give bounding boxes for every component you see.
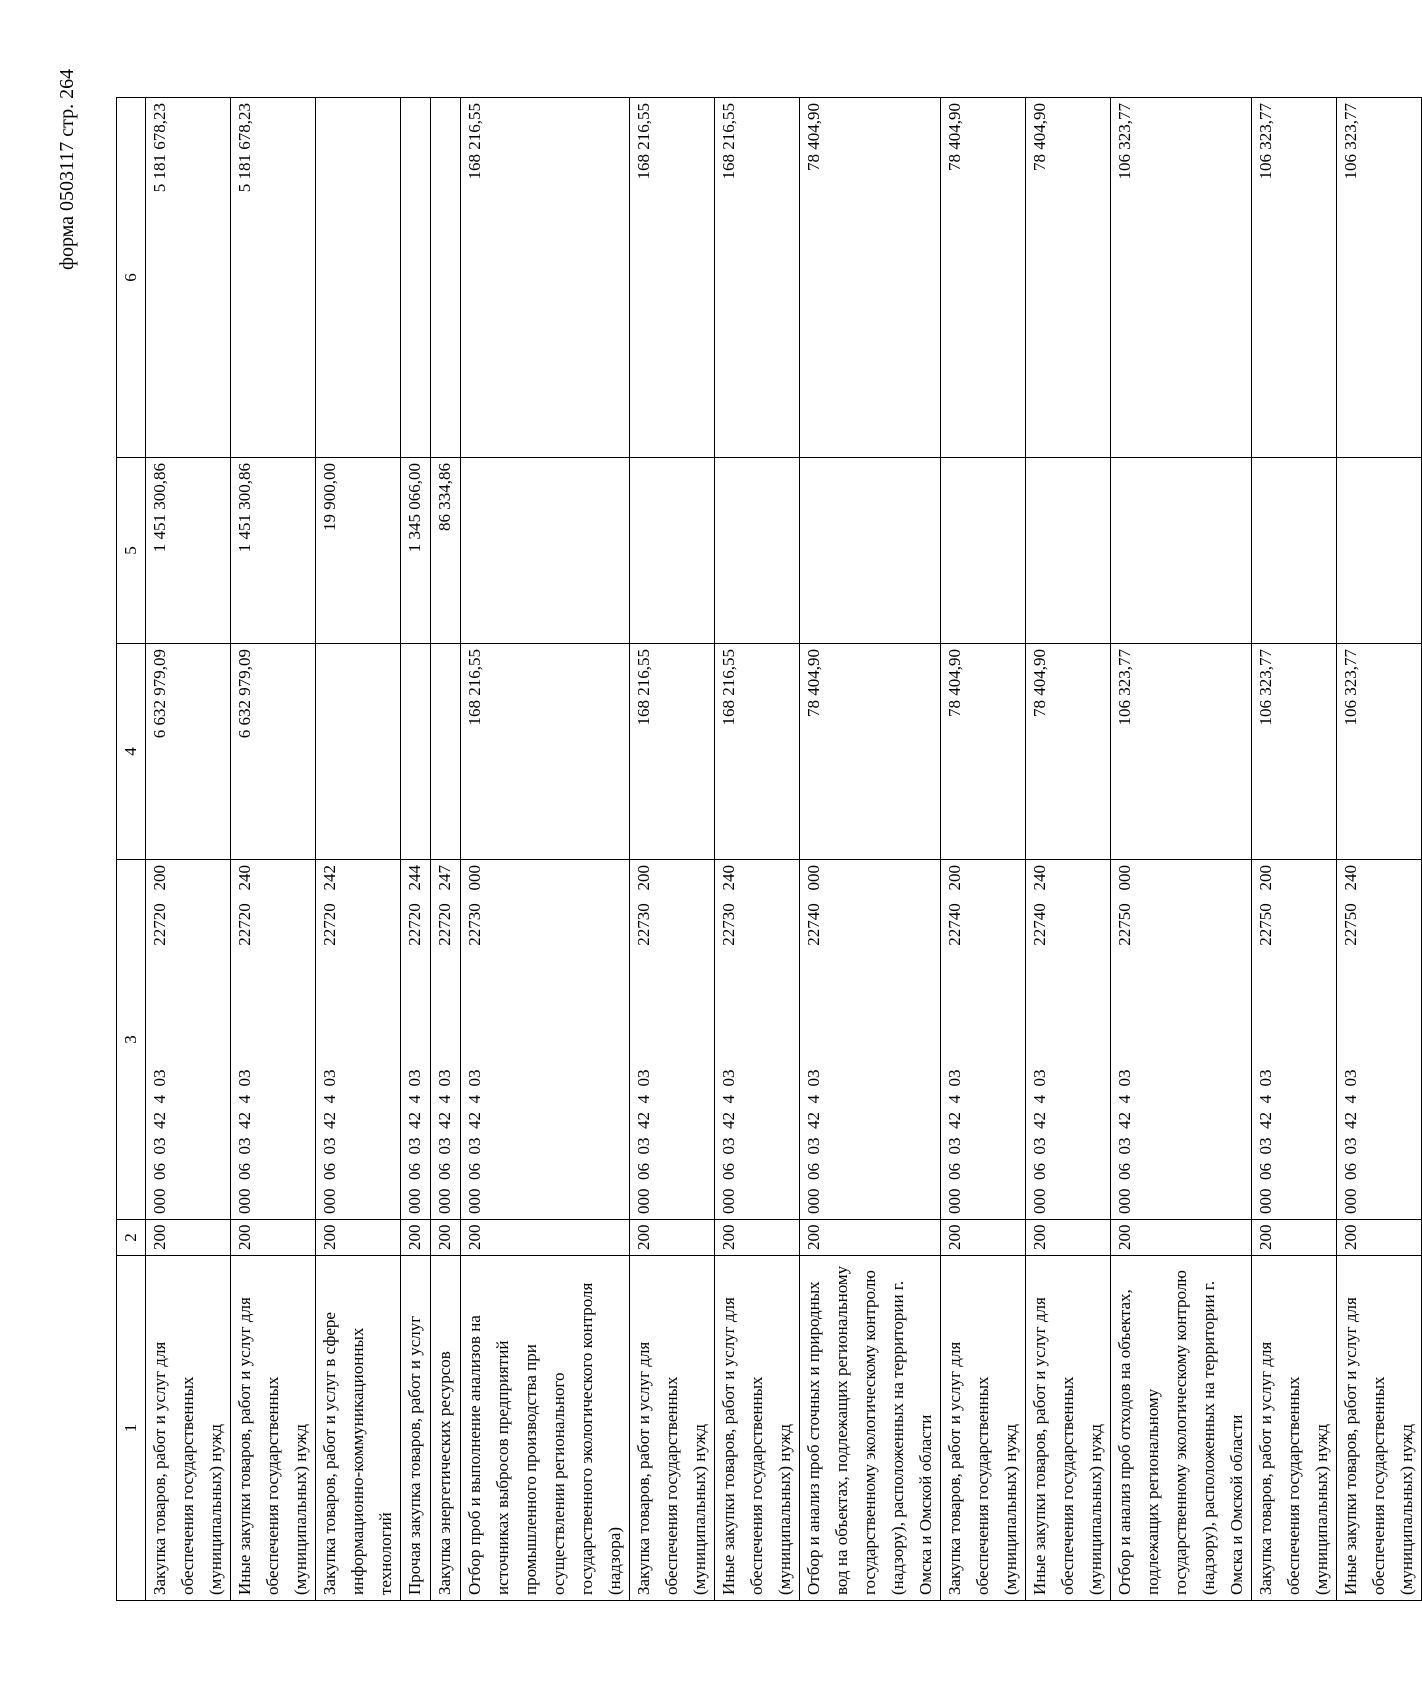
expense-name-cell: Прочая закупка товаров, работ и услуг — [401, 1256, 431, 1601]
budget-code-main: 000 06 03 42 4 03 — [719, 1069, 738, 1214]
table-header-row — [117, 98, 146, 1601]
budget-code-cell — [715, 860, 800, 1220]
budget-code — [1252, 865, 1280, 1214]
table-row — [1026, 98, 1111, 1601]
executed-amount-cell — [941, 458, 1026, 644]
executed-amount-cell — [1252, 458, 1337, 644]
budget-code-main: 000 06 03 42 4 03 — [1341, 1069, 1360, 1214]
expense-name-cell: Отбор и анализ проб отходов на объектах, подлежащих региональному государственному экологическому контролю (надзору), расположенных на территории г. Омска и Омской области — [1111, 1256, 1252, 1601]
unexecuted-amount-cell: 106 323,77 — [1337, 98, 1422, 458]
budget-code-tail: 22740 200 — [945, 865, 964, 946]
expense-name-cell: Закупка товаров, работ и услуг для обеспечения государственных (муниципальных) нужд — [630, 1256, 715, 1601]
executed-amount-cell: 86 334,86 — [431, 458, 461, 644]
expense-name-cell: Закупка товаров, работ и услуг для обеспечения государственных (муниципальных) нужд — [146, 1256, 231, 1601]
executed-amount-cell — [800, 458, 941, 644]
rotated-page — [116, 97, 1422, 1601]
budget-code — [401, 865, 429, 1214]
budget-code — [941, 865, 969, 1214]
column-header-4: 4 — [117, 644, 146, 860]
budget-code-cell — [461, 860, 630, 1220]
budget-code-main: 000 06 03 42 4 03 — [945, 1069, 964, 1214]
unexecuted-amount-cell — [401, 98, 431, 458]
executed-amount-cell: 1 451 300,86 — [146, 458, 231, 644]
expense-name-cell: Иные закупки товаров, работ и услуг для обеспечения государственных (муниципальных) нужд — [1337, 1256, 1422, 1601]
line-code-cell: 200 — [800, 1220, 941, 1256]
executed-amount-cell — [630, 458, 715, 644]
expense-name-cell: Иные закупки товаров, работ и услуг для обеспечения государственных (муниципальных) нужд — [715, 1256, 800, 1601]
table-body — [117, 98, 1422, 1601]
unexecuted-amount-cell — [316, 98, 401, 458]
budget-code-cell — [1026, 860, 1111, 1220]
budget-code-cell — [800, 860, 941, 1220]
unexecuted-amount-cell: 78 404,90 — [800, 98, 941, 458]
line-code-cell: 200 — [630, 1220, 715, 1256]
budget-code-main: 000 06 03 42 4 03 — [1256, 1069, 1275, 1214]
budget-code-tail: 22750 000 — [1115, 865, 1134, 946]
unexecuted-amount-cell: 168 216,55 — [715, 98, 800, 458]
approved-amount-cell: 168 216,55 — [461, 644, 630, 860]
executed-amount-cell — [1337, 458, 1422, 644]
line-code-cell: 200 — [231, 1220, 316, 1256]
table-row — [941, 98, 1026, 1601]
expense-name-cell: Иные закупки товаров, работ и услуг для обеспечения государственных (муниципальных) нужд — [231, 1256, 316, 1601]
table-row — [800, 98, 941, 1601]
column-header-5: 5 — [117, 458, 146, 644]
budget-code-cell — [401, 860, 431, 1220]
line-code-cell: 200 — [715, 1220, 800, 1256]
budget-code-cell — [630, 860, 715, 1220]
budget-code-tail: 22750 200 — [1256, 865, 1275, 946]
approved-amount-cell: 78 404,90 — [941, 644, 1026, 860]
executed-amount-cell — [715, 458, 800, 644]
budget-code — [630, 865, 658, 1214]
budget-code — [715, 865, 743, 1214]
budget-code-main: 000 06 03 42 4 03 — [235, 1069, 254, 1214]
budget-code — [1111, 865, 1139, 1214]
approved-amount-cell: 168 216,55 — [630, 644, 715, 860]
budget-code-tail: 22720 242 — [320, 865, 339, 946]
unexecuted-amount-cell: 106 323,77 — [1252, 98, 1337, 458]
budget-code — [231, 865, 259, 1214]
table-row — [231, 98, 316, 1601]
budget-code-cell — [1337, 860, 1422, 1220]
budget-code-main: 000 06 03 42 4 03 — [634, 1069, 653, 1214]
table-row — [401, 98, 431, 1601]
column-header-2: 2 — [117, 1220, 146, 1256]
executed-amount-cell — [1026, 458, 1111, 644]
unexecuted-amount-cell — [431, 98, 461, 458]
line-code-cell: 200 — [1252, 1220, 1337, 1256]
line-code-cell: 200 — [1111, 1220, 1252, 1256]
budget-code-tail: 22720 244 — [405, 865, 424, 946]
expense-name-cell: Иные закупки товаров, работ и услуг для обеспечения государственных (муниципальных) нужд — [1026, 1256, 1111, 1601]
approved-amount-cell: 78 404,90 — [800, 644, 941, 860]
budget-code — [146, 865, 174, 1214]
line-code-cell: 200 — [941, 1220, 1026, 1256]
executed-amount-cell — [461, 458, 630, 644]
table-row — [1252, 98, 1337, 1601]
budget-code-cell — [1252, 860, 1337, 1220]
column-header-3: 3 — [117, 860, 146, 1220]
budget-code-tail: 22750 240 — [1341, 865, 1360, 946]
approved-amount-cell: 106 323,77 — [1252, 644, 1337, 860]
approved-amount-cell — [431, 644, 461, 860]
line-code-cell: 200 — [461, 1220, 630, 1256]
budget-code-main: 000 06 03 42 4 03 — [320, 1069, 339, 1214]
form-page-label: форма 0503117 стр. 264 — [56, 68, 78, 270]
approved-amount-cell: 6 632 979,09 — [146, 644, 231, 860]
budget-code-cell — [1111, 860, 1252, 1220]
column-header-6: 6 — [117, 98, 146, 458]
budget-code-tail: 22730 240 — [719, 865, 738, 946]
expense-name-cell: Закупка товаров, работ и услуг для обеспечения государственных (муниципальных) нужд — [1252, 1256, 1337, 1601]
line-code-cell: 200 — [401, 1220, 431, 1256]
expense-name-cell: Отбор проб и выполнение анализов на источниках выбросов предприятий промышленного производства при осуществлении регионального государственного экологического контроля (надзора) — [461, 1256, 630, 1601]
approved-amount-cell: 6 632 979,09 — [231, 644, 316, 860]
budget-code — [1026, 865, 1054, 1214]
approved-amount-cell: 106 323,77 — [1337, 644, 1422, 860]
budget-code-main: 000 06 03 42 4 03 — [804, 1069, 823, 1214]
budget-code-tail: 22720 247 — [435, 865, 454, 946]
budget-code-cell — [316, 860, 401, 1220]
budget-code-cell — [431, 860, 461, 1220]
table-row — [461, 98, 630, 1601]
unexecuted-amount-cell: 78 404,90 — [941, 98, 1026, 458]
unexecuted-amount-cell: 168 216,55 — [461, 98, 630, 458]
budget-code-tail: 22720 200 — [150, 865, 169, 946]
executed-amount-cell — [1111, 458, 1252, 644]
executed-amount-cell: 19 900,00 — [316, 458, 401, 644]
column-header-1: 1 — [117, 1256, 146, 1601]
expense-name-cell: Закупка энергетических ресурсов — [431, 1256, 461, 1601]
budget-code-main: 000 06 03 42 4 03 — [1115, 1069, 1134, 1214]
unexecuted-amount-cell: 168 216,55 — [630, 98, 715, 458]
table-row — [1337, 98, 1422, 1601]
expense-name-cell: Закупка товаров, работ и услуг в сфере информационно-коммуникационных технологий — [316, 1256, 401, 1601]
budget-code-main: 000 06 03 42 4 03 — [465, 1069, 484, 1214]
budget-code — [461, 865, 489, 1214]
approved-amount-cell: 168 216,55 — [715, 644, 800, 860]
expense-name-cell: Закупка товаров, работ и услуг для обеспечения государственных (муниципальных) нужд — [941, 1256, 1026, 1601]
table-row — [431, 98, 461, 1601]
expenditure-table — [116, 97, 1422, 1601]
budget-code-tail: 22740 000 — [804, 865, 823, 946]
approved-amount-cell — [401, 644, 431, 860]
budget-code-main: 000 06 03 42 4 03 — [1030, 1069, 1049, 1214]
line-code-cell: 200 — [1026, 1220, 1111, 1256]
unexecuted-amount-cell: 106 323,77 — [1111, 98, 1252, 458]
budget-code-main: 000 06 03 42 4 03 — [435, 1069, 454, 1214]
budget-code-tail: 22730 200 — [634, 865, 653, 946]
executed-amount-cell: 1 345 066,00 — [401, 458, 431, 644]
line-code-cell: 200 — [146, 1220, 231, 1256]
budget-code-cell — [231, 860, 316, 1220]
line-code-cell: 200 — [1337, 1220, 1422, 1256]
approved-amount-cell: 78 404,90 — [1026, 644, 1111, 860]
approved-amount-cell — [316, 644, 401, 860]
executed-amount-cell: 1 451 300,86 — [231, 458, 316, 644]
table-row — [1111, 98, 1252, 1601]
budget-code-tail: 22720 240 — [235, 865, 254, 946]
budget-code-cell — [146, 860, 231, 1220]
unexecuted-amount-cell: 5 181 678,23 — [231, 98, 316, 458]
budget-code — [431, 865, 459, 1214]
budget-code-tail: 22740 240 — [1030, 865, 1049, 946]
budget-code — [1337, 865, 1365, 1214]
budget-code-cell — [941, 860, 1026, 1220]
table-row — [316, 98, 401, 1601]
budget-code-main: 000 06 03 42 4 03 — [405, 1069, 424, 1214]
unexecuted-amount-cell: 78 404,90 — [1026, 98, 1111, 458]
budget-code-main: 000 06 03 42 4 03 — [150, 1069, 169, 1214]
line-code-cell: 200 — [431, 1220, 461, 1256]
line-code-cell: 200 — [316, 1220, 401, 1256]
expense-name-cell: Отбор и анализ проб сточных и природных вод на объектах, подлежащих региональному государственному экологическому контролю (надзору), расположенных на территории г. Омска и Омской области — [800, 1256, 941, 1601]
approved-amount-cell: 106 323,77 — [1111, 644, 1252, 860]
budget-code — [800, 865, 828, 1214]
unexecuted-amount-cell: 5 181 678,23 — [146, 98, 231, 458]
table-row — [146, 98, 231, 1601]
table-row — [630, 98, 715, 1601]
table-row — [715, 98, 800, 1601]
budget-code-tail: 22730 000 — [465, 865, 484, 946]
budget-code — [316, 865, 344, 1214]
